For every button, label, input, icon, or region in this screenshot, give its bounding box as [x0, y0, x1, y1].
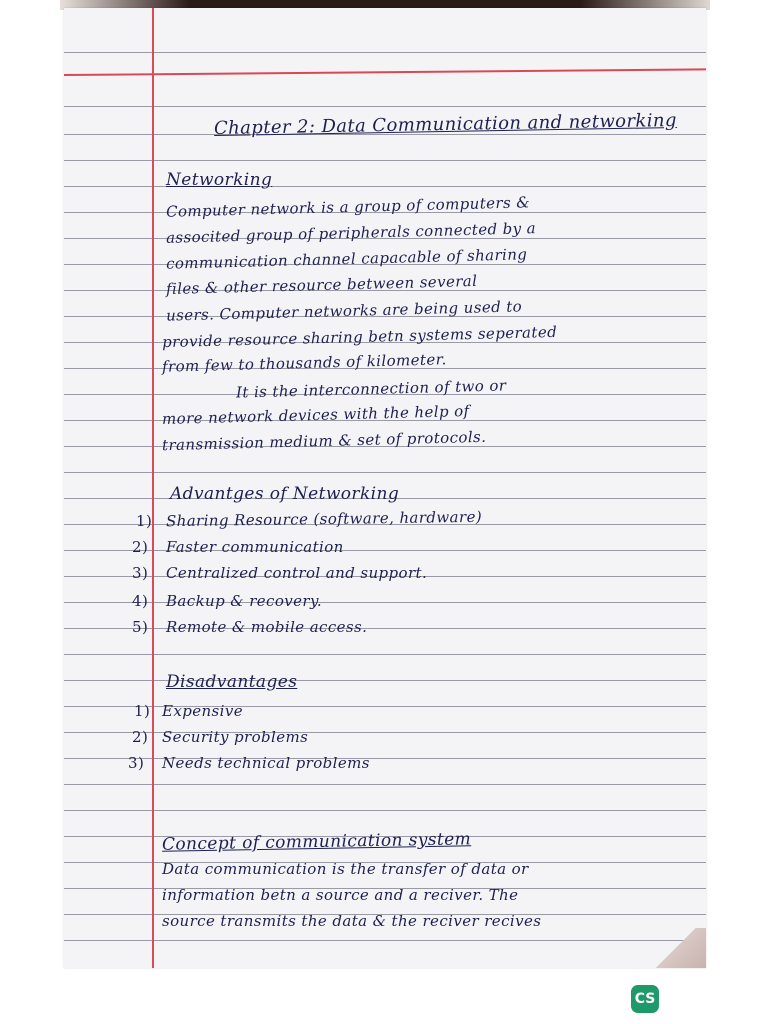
concept-line: information betn a source and a reciver. The — [162, 886, 519, 904]
list-number: 1) — [134, 702, 151, 720]
left-margin-line — [152, 8, 154, 968]
networking-line: transmission medium & set of protocols. — [161, 427, 487, 455]
section-heading-networking: Networking — [166, 170, 273, 190]
advantage-item: Remote & mobile access. — [166, 618, 368, 636]
concept-line: Data communication is the transfer of data or — [162, 860, 529, 878]
list-number: 5) — [132, 618, 149, 636]
networking-line: communication channel capacable of sharing — [165, 245, 528, 273]
disadvantage-item: Needs technical problems — [162, 754, 370, 772]
camscanner-badge: CS — [631, 985, 659, 1013]
networking-line: provide resource sharing betn systems seperated — [161, 322, 558, 352]
networking-line: associted group of peripherals connected by a — [165, 219, 537, 247]
list-number: 3) — [132, 564, 149, 582]
advantage-item: Centralized control and support. — [166, 564, 428, 582]
networking-line: users. Computer networks are being used to — [165, 297, 523, 325]
networking-line: from few to thousands of kilometer. — [161, 350, 447, 376]
advantage-item: Backup & recovery. — [166, 592, 323, 610]
section-heading-concept: Concept of communication system — [161, 829, 472, 855]
section-heading-disadvantages: Disadvantages — [166, 672, 298, 692]
networking-line: more network devices with the help of — [161, 401, 470, 429]
list-number: 2) — [132, 538, 149, 556]
concept-line: source transmits the data & the reciver recives — [162, 912, 542, 930]
disadvantage-item: Security problems — [162, 728, 309, 746]
list-number: 2) — [132, 728, 149, 746]
networking-line: It is the interconnection of two or — [235, 376, 507, 402]
section-heading-advantages: Advantges of Networking — [170, 484, 400, 504]
list-number: 1) — [136, 512, 153, 530]
advantage-item: Faster communication — [166, 538, 344, 556]
list-number: 4) — [132, 592, 149, 610]
list-number: 3) — [128, 754, 145, 772]
advantage-item: Sharing Resource (software, hardware) — [165, 507, 483, 531]
page-corner-shadow — [646, 928, 706, 968]
networking-line: files & other resource between several — [165, 271, 478, 299]
disadvantage-item: Expensive — [162, 702, 243, 720]
networking-line: Computer network is a group of computers & — [165, 193, 531, 221]
page-title: Chapter 2: Data Communication and networking — [213, 109, 677, 140]
top-margin-line — [64, 68, 706, 76]
notebook-page — [64, 8, 706, 968]
